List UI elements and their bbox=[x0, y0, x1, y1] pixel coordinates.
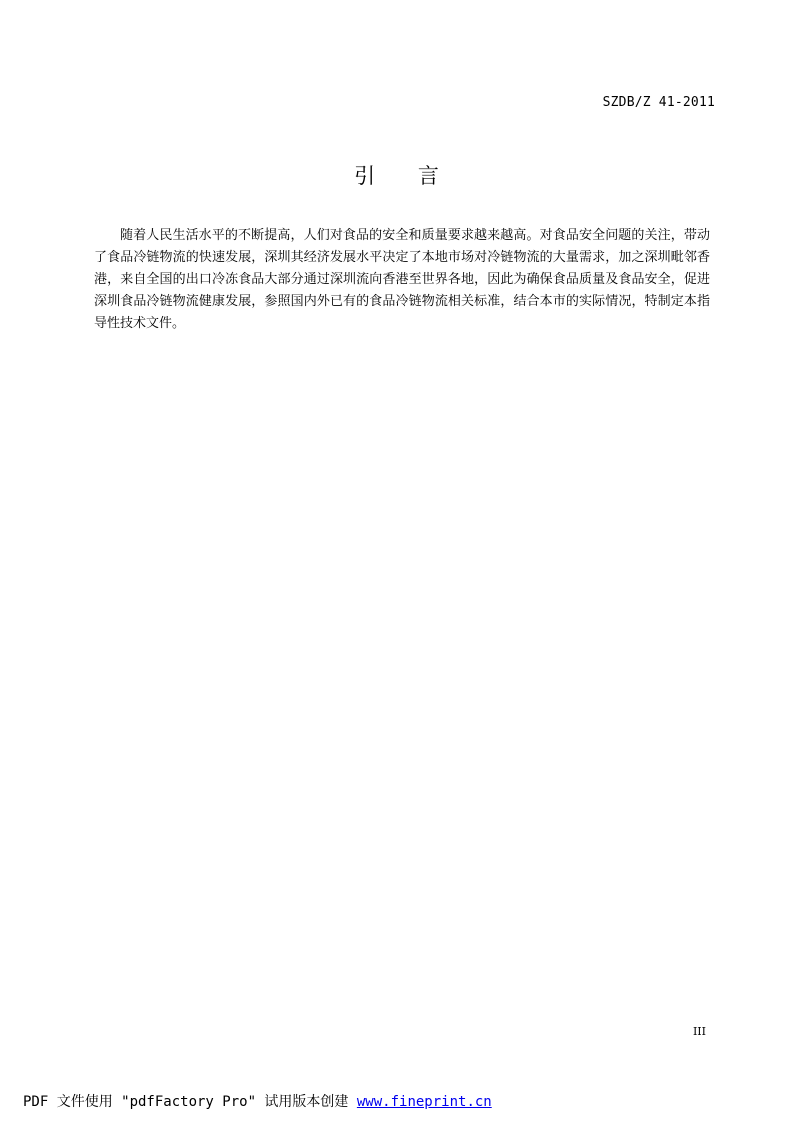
footer-text: PDF 文件使用 "pdfFactory Pro" 试用版本创建 bbox=[23, 1094, 357, 1110]
fineprint-link[interactable]: www.fineprint.cn bbox=[356, 1094, 492, 1110]
page-title bbox=[0, 160, 793, 190]
pdf-footer bbox=[23, 1091, 492, 1111]
title-char-2: 言 bbox=[417, 164, 439, 188]
standard-code: SZDB/Z 41-2011 bbox=[602, 95, 715, 110]
page-number: III bbox=[692, 1025, 706, 1038]
introduction-paragraph: 随着人民生活水平的不断提高，人们对食品的安全和质量要求越来越高。对食品安全问题的关注，带动了食品冷链物流的快速发展，深圳其经济发展水平决定了本地市场对冷链物流的大量需求，加之深圳毗邻香港，来自全国的出口冷冻食品大部分通过深圳流向香港至世界各地，因此为确保食品质量及食品安全，促进深圳食品冷链物流健康发展，参照国内外已有的食品冷链物流相关标准，结合本市的实际情况，特制定本指导性技术文件。 bbox=[94, 228, 710, 331]
title-char-1: 引 bbox=[354, 164, 376, 188]
